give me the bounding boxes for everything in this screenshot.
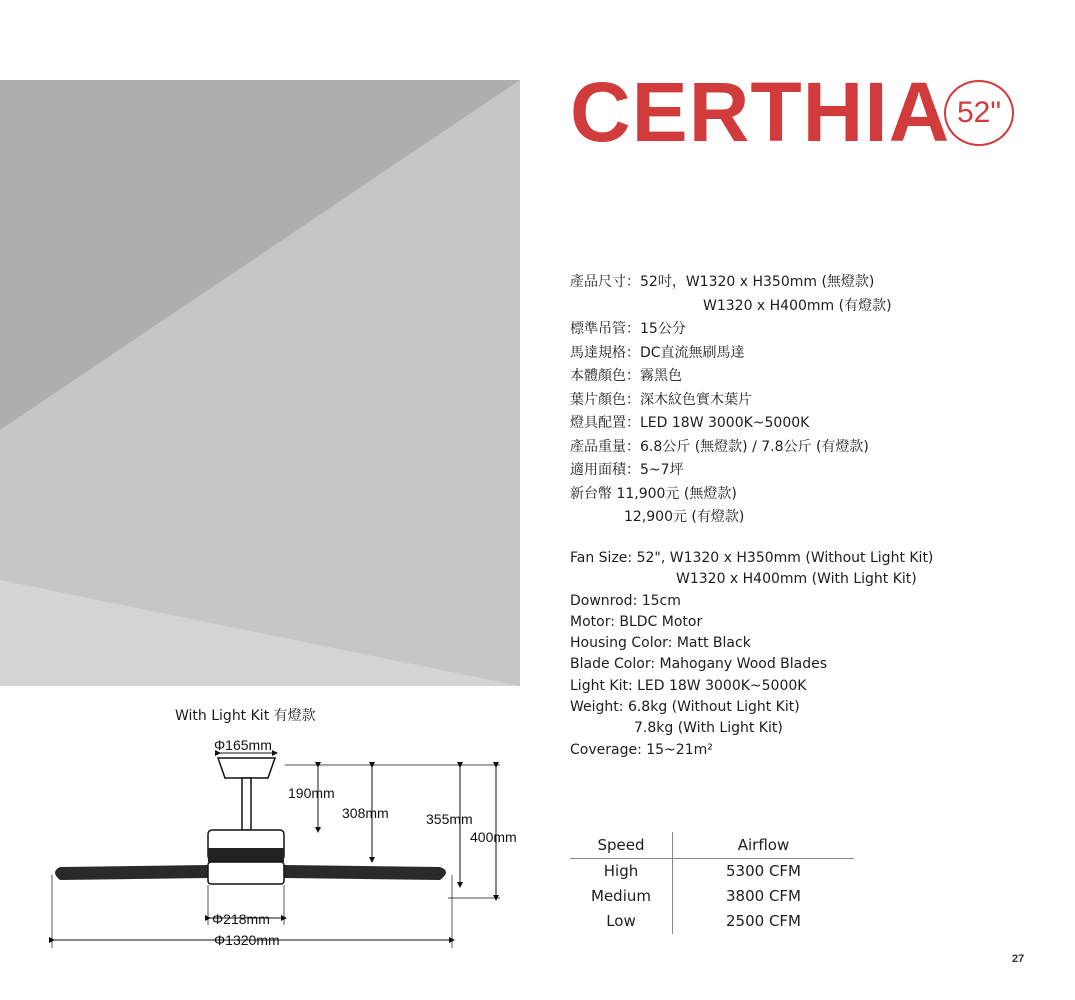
downrod (242, 778, 251, 830)
spec-row: Downrod: 15cm (570, 592, 681, 609)
airflow-cell: 3800 CFM (726, 887, 801, 905)
spec-row: Fan Size: 52", W1320 x H350mm (Without Light Kit) (570, 550, 934, 566)
right-blade (284, 865, 446, 880)
product-photo (0, 80, 520, 686)
dim-canopy-diameter: Φ165mm (214, 737, 272, 753)
dim-downrod-height: 190mm (288, 785, 335, 801)
spec-row: Light Kit: LED 18W 3000K~5000K (570, 677, 807, 694)
speed-cell: Low (570, 909, 673, 934)
spec-row: Coverage: 15~21m² (570, 741, 713, 758)
dim-light-diameter: Φ218mm (212, 911, 270, 927)
diagram-caption: With Light Kit 有燈款 (175, 708, 316, 724)
product-title: CERTHIA (570, 65, 951, 159)
dim-355: 355mm (426, 811, 473, 827)
dim-308: 308mm (342, 805, 389, 821)
spec-row: 適用面積：5~7坪 (570, 462, 684, 478)
airflow-cell: 5300 CFM (726, 862, 801, 880)
column-header-speed: Speed (570, 832, 673, 858)
spec-row: 12,900元 (有燈款) (624, 509, 745, 525)
speed-cell: High (570, 859, 673, 884)
spec-row: 新台幣 11,900元 (無燈款) (570, 485, 737, 502)
spec-row: Housing Color: Matt Black (570, 635, 751, 652)
page-number: 27 (1012, 953, 1025, 965)
spec-list-english (570, 548, 933, 761)
spec-row: Motor: BLDC Motor (570, 613, 703, 630)
spec-row: Weight: 6.8kg (Without Light Kit) (570, 699, 800, 716)
spec-list-chinese (570, 271, 892, 530)
motor-band (208, 848, 284, 862)
dim-400: 400mm (470, 829, 517, 845)
dim-blade-span: Φ1320mm (214, 932, 280, 948)
table-row (570, 909, 854, 934)
speed-cell: Medium (570, 884, 673, 909)
spec-row: W1320 x H400mm (有燈款) (703, 297, 892, 314)
spec-row: 7.8kg (With Light Kit) (634, 720, 783, 737)
airflow-cell: 2500 CFM (726, 912, 801, 930)
canopy (218, 758, 275, 778)
table-header (570, 832, 854, 859)
spec-row: W1320 x H400mm (With Light Kit) (676, 571, 917, 588)
left-blade (55, 865, 208, 880)
spec-row: 本體顏色：霧黑色 (570, 368, 682, 384)
table-row (570, 884, 854, 909)
table-row (570, 859, 854, 884)
light-kit (208, 862, 284, 884)
size-badge: 52" (944, 80, 1014, 146)
airflow-table (570, 832, 854, 934)
spec-row: 產品尺寸：52吋，W1320 x H350mm (無燈款) (570, 274, 875, 290)
spec-row: 燈具配置：LED 18W 3000K~5000K (570, 415, 810, 431)
spec-row: 產品重量：6.8公斤 (無燈款) / 7.8公斤 (有燈款) (570, 438, 869, 455)
spec-row: 馬達規格：DC直流無刷馬達 (570, 344, 745, 361)
column-header-airflow: Airflow (737, 836, 790, 854)
spec-row: 葉片顏色：深木紋色實木葉片 (570, 391, 752, 408)
spec-row: Blade Color: Mahogany Wood Blades (570, 656, 828, 673)
fan-dimension-diagram (0, 730, 540, 960)
spec-row: 標準吊管：15公分 (570, 321, 686, 337)
